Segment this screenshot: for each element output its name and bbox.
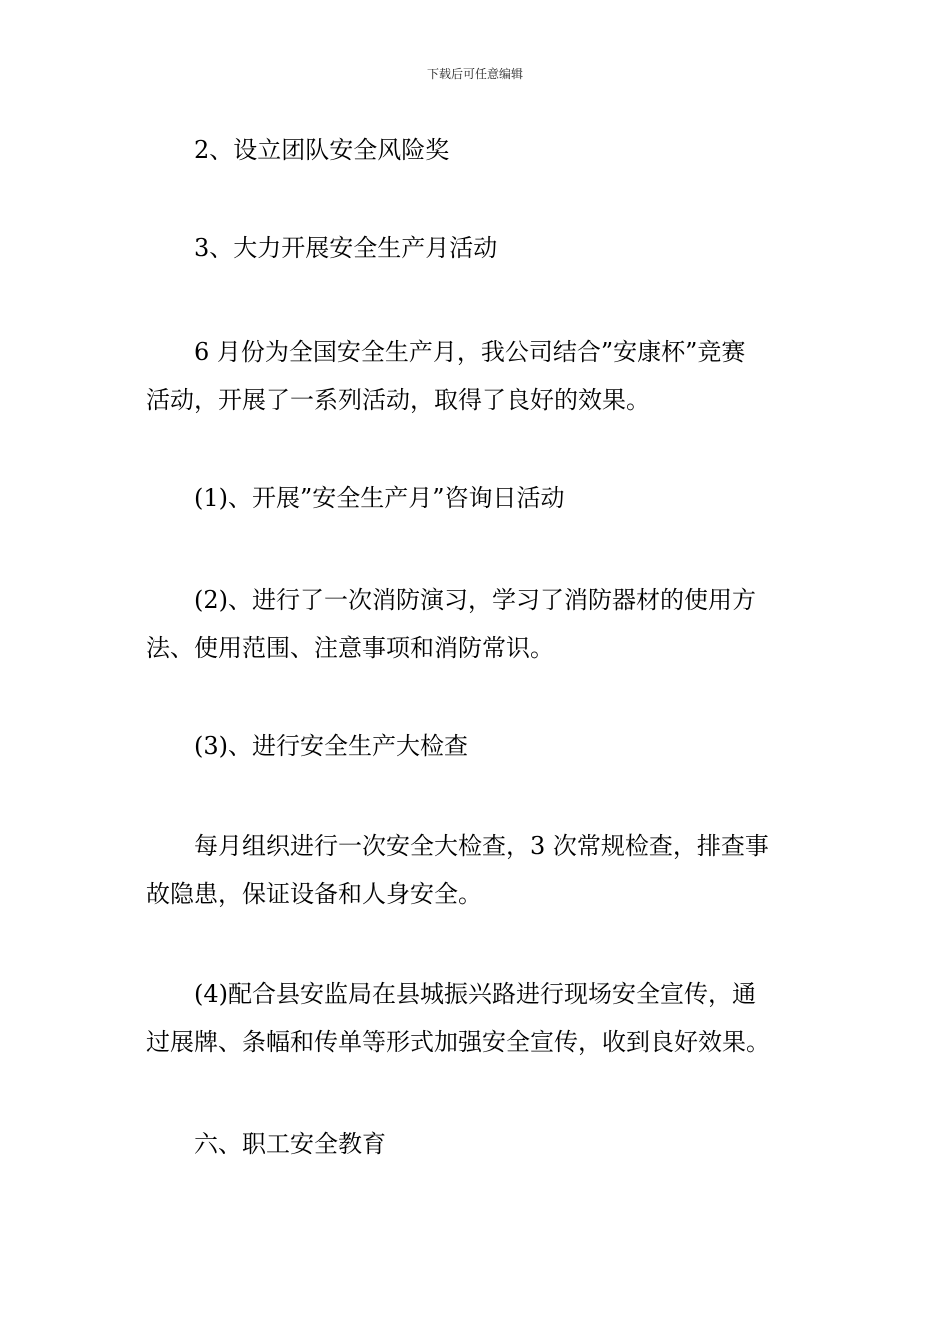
paragraph-item-1 xyxy=(146,474,810,522)
header-text: 下载后可任意编辑 xyxy=(426,67,523,81)
paragraph-item-4 xyxy=(146,970,810,1066)
paragraph-line: 故隐患，保证设备和人身安全。 xyxy=(146,880,482,908)
paragraph-line: (2)、进行了一次消防演习，学习了消防器材的使用方 xyxy=(194,586,756,614)
paragraph-line: 每月组织进行一次安全大检查，3 次常规检查，排查事 xyxy=(194,832,769,860)
paragraph-item-2 xyxy=(146,576,810,672)
paragraph-line: 过展牌、条幅和传单等形式加强安全宣传，收到良好效果。 xyxy=(146,1028,770,1056)
paragraph-safety-month-title xyxy=(146,224,810,272)
paragraph-line: 法、使用范围、注意事项和消防常识。 xyxy=(146,634,554,662)
paragraph-item-3 xyxy=(146,722,810,770)
paragraph-monthly-inspection xyxy=(146,822,810,918)
paragraph-line: 活动，开展了一系列活动，取得了良好的效果。 xyxy=(146,386,650,414)
page-header xyxy=(0,66,950,82)
paragraph-line: 3、大力开展安全生产月活动 xyxy=(194,234,498,262)
paragraph-team-risk-award xyxy=(146,126,810,174)
paragraph-safety-month-body xyxy=(146,328,810,424)
paragraph-section-6-title xyxy=(146,1120,810,1168)
paragraph-line: 2、设立团队安全风险奖 xyxy=(194,136,450,164)
paragraph-line: 六、职工安全教育 xyxy=(194,1130,386,1158)
paragraph-line: (4)配合县安监局在县城振兴路进行现场安全宣传，通 xyxy=(194,980,756,1008)
paragraph-line: 6 月份为全国安全生产月，我公司结合”安康杯”竞赛 xyxy=(194,338,746,366)
paragraph-line: (3)、进行安全生产大检查 xyxy=(194,732,468,760)
paragraph-line: (1)、开展”安全生产月”咨询日活动 xyxy=(194,484,565,512)
